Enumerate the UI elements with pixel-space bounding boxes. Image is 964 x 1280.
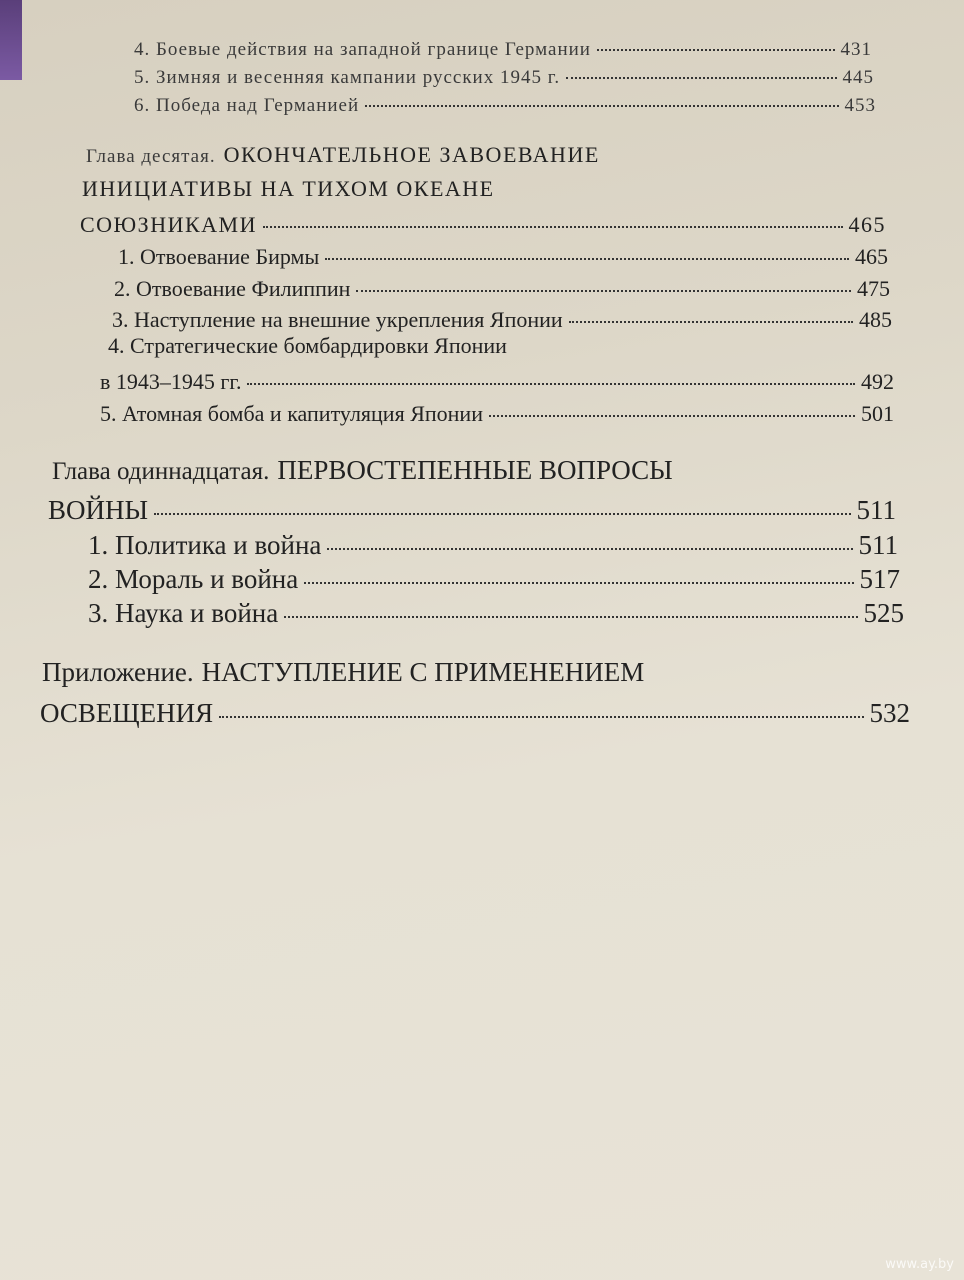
entry-page: 475 — [857, 276, 890, 301]
entry-label: 1. Политика и война — [88, 530, 322, 560]
appendix-prefix: Приложение. — [42, 657, 194, 687]
chapter-prefix: Глава десятая. — [86, 146, 216, 167]
leader-dots — [304, 555, 853, 584]
entry-label: 6. Победа над Германией — [134, 95, 360, 116]
entry-label: 2. Мораль и война — [88, 564, 299, 594]
entry-label: 2. Отвоевание Филиппин — [114, 276, 351, 301]
toc-entry — [134, 90, 876, 117]
entry-page: 525 — [863, 598, 904, 628]
chapter-title: ПЕРВОСТЕПЕННЫЕ ВОПРОСЫ — [277, 455, 673, 485]
chapter-title: ВОЙНЫ — [48, 495, 149, 525]
leader-dots — [247, 361, 855, 385]
toc-entry — [112, 303, 892, 333]
entry-page: 492 — [861, 369, 894, 394]
leader-dots — [597, 30, 835, 51]
leader-dots — [569, 299, 853, 323]
leader-dots — [566, 58, 836, 79]
entry-label: 5. Атомная бомба и капитуляция Японии — [100, 401, 483, 426]
toc-entry — [134, 62, 874, 89]
chapter-prefix: Глава одиннадцатая. — [52, 458, 270, 485]
entry-label: 1. Отвоевание Бирмы — [118, 244, 320, 269]
chapter-title: ОКОНЧАТЕЛЬНОЕ ЗАВОЕВАНИЕ — [223, 142, 600, 167]
appendix-heading — [42, 657, 644, 688]
entry-page: 532 — [869, 698, 910, 728]
appendix-title: ОСВЕЩЕНИЯ — [40, 698, 214, 728]
leader-dots — [284, 589, 857, 618]
toc-entry — [134, 34, 872, 61]
appendix-title: НАСТУПЛЕНИЕ С ПРИМЕНЕНИЕМ — [201, 657, 645, 687]
entry-page: 485 — [859, 307, 892, 332]
leader-dots — [219, 689, 863, 718]
entry-page: 453 — [844, 95, 876, 116]
toc-entry — [88, 593, 904, 629]
entry-page: 431 — [840, 39, 872, 60]
leader-dots — [325, 236, 849, 260]
chapter-heading — [52, 455, 673, 486]
toc-entry-line1 — [108, 333, 507, 359]
toc-entry — [118, 240, 888, 270]
leader-dots — [365, 86, 838, 107]
watermark: www.ay.by — [885, 1257, 954, 1272]
entry-page: 445 — [842, 67, 874, 88]
chapter-title: СОЮЗНИКАМИ — [80, 212, 257, 237]
toc-entry — [114, 272, 890, 302]
toc-entry — [100, 397, 894, 427]
toc-entry — [80, 208, 886, 238]
chapter-title-line — [82, 176, 495, 202]
entry-label-continued: в 1943–1945 гг. — [100, 369, 242, 394]
chapter-title: ИНИЦИАТИВЫ НА ТИХОМ ОКЕАНЕ — [82, 176, 495, 201]
entry-page: 465 — [848, 212, 886, 237]
toc-entry — [100, 365, 894, 395]
entry-label: 4. Боевые действия на западной границе Германии — [134, 39, 591, 60]
entry-label: 5. Зимняя и весенняя кампании русских 1945 г. — [134, 67, 561, 88]
leader-dots — [263, 204, 843, 228]
chapter-heading — [86, 142, 600, 168]
entry-label: 3. Наступление на внешние укрепления Японии — [112, 307, 563, 332]
entry-page: 511 — [856, 495, 896, 525]
entry-page: 465 — [855, 244, 888, 269]
entry-label: 4. Стратегические бомбардировки Японии — [108, 333, 507, 358]
entry-page: 501 — [861, 401, 894, 426]
leader-dots — [327, 521, 852, 550]
toc-entry — [40, 693, 910, 729]
leader-dots — [154, 486, 850, 515]
entry-label: 3. Наука и война — [88, 598, 279, 628]
entry-page: 511 — [858, 530, 898, 560]
entry-page: 517 — [859, 564, 900, 594]
leader-dots — [489, 393, 855, 417]
leader-dots — [356, 268, 851, 292]
